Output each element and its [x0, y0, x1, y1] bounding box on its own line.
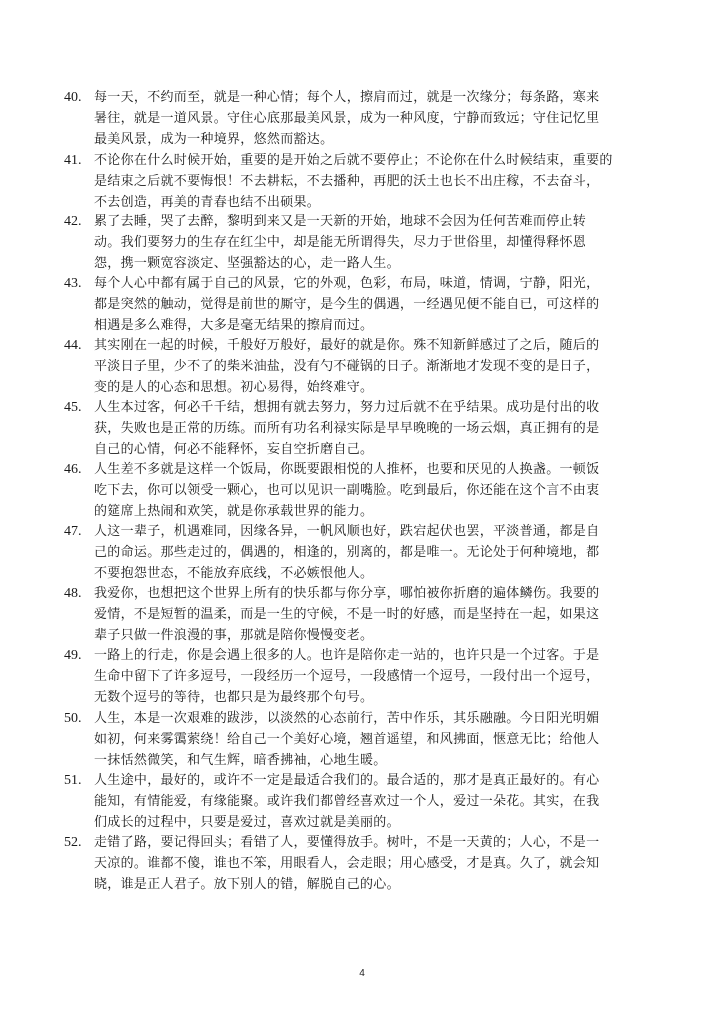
item-text: 人这一辈子，机遇难同，因缘各异，一帆风顺也好，跌宕起伏也罢，平淡普通，都是自 己的命运。那些走过的，偶遇的，相逢的，别离的，都是唯一。无论处于何种境地，都 不要抱怨世态，不能放弃底线，不必嫉恨他人。 [94, 524, 600, 581]
item-text: 人生本过客，何必千千结，想拥有就去努力，努力过后就不在乎结果。成功是付出的收 获，失败也是正常的历练。而所有功名利禄实际是早早晚晚的一场云烟，真正拥有的是 自己的心情，何必不能释怀，妄自空折磨自己。 [94, 400, 600, 457]
item-number: 50. [64, 711, 82, 726]
item-text: 每一天，不约而至，就是一种心情；每个人，擦肩而过，就是一次缘分；每条路，寒来 暑往，就是一道风景。守住心底那最美风景，成为一种风度，宁静而致远；守住记忆里 最美风景，成为一种境界，悠然而豁达。 [94, 90, 600, 147]
list-item [64, 521, 664, 584]
item-number: 51. [64, 773, 82, 788]
item-number: 40. [64, 90, 82, 105]
item-text: 累了去睡，哭了去醉，黎明到来又是一天新的开始，地球不会因为任何苦难而停止转 动。我们要努力的生存在红尘中，却是能无所谓得失，尽力于世俗里，却懂得释怀恩 怨，携一颗宽容淡定、坚强豁达的心，走一路人生。 [94, 214, 587, 271]
item-text: 每个人心中都有属于自己的风景，它的外观，色彩，布局，味道，情调，宁静，阳光， 都是突然的触动，觉得是前世的厮守，是今生的偶遇，一经遇见便不能自已，可这样的 相遇是多么难得，大多是毫无结果的擦肩而过。 [94, 276, 600, 333]
list-item [64, 273, 664, 336]
list-item [64, 459, 664, 522]
item-number: 45. [64, 400, 82, 415]
item-number: 48. [64, 586, 82, 601]
page-number: 4 [359, 968, 365, 979]
item-number: 52. [64, 835, 82, 850]
list-item [64, 645, 664, 708]
item-number: 49. [64, 648, 82, 663]
list-item [64, 211, 664, 274]
list-item [64, 583, 664, 646]
item-text: 走错了路，要记得回头；看错了人，要懂得放手。树叶，不是一天黄的；人心，不是一 天凉的。谁都不傻，谁也不笨，用眼看人，会走眼；用心感受，才是真。久了，就会知 晓，谁是正人君子。放下别人的错，解脱自己的心。 [94, 835, 600, 892]
item-text: 人生途中，最好的，或许不一定是最适合我们的。最合适的，那才是真正最好的。有心 能知，有情能爱，有缘能聚。或许我们都曾经喜欢过一个人，爱过一朵花。其实，在我 们成长的过程中，只要是爱过，喜欢过就是美丽的。 [94, 773, 600, 830]
item-text: 其实刚在一起的时候，千般好万般好，最好的就是你。殊不知新鲜感过了之后，随后的 平淡日子里，少不了的柴米油盐，没有勺不碰锅的日子。渐渐地才发现不变的是日子， 变的是人的心态和思想。初心易得，始终难守。 [94, 338, 600, 395]
item-number: 42. [64, 214, 82, 229]
list-item [64, 832, 664, 895]
list-item [64, 397, 664, 460]
list-item [64, 87, 664, 150]
item-number: 41. [64, 153, 82, 168]
item-text: 一路上的行走，你是会遇上很多的人。也许是陪你走一站的，也许只是一个过客。于是 生命中留下了许多逗号，一段经历一个逗号，一段感情一个逗号，一段付出一个逗号， 无数个逗号的等待，也都只是为最终那个句号。 [94, 648, 600, 705]
item-number: 46. [64, 462, 82, 477]
item-text: 人生，本是一次艰难的跋涉，以淡然的心态前行，苦中作乐，其乐融融。今日阳光明媚 如初，何来雾霭萦绕！给自己一个美好心境，翘首遥望，和风拂面，惬意无比；给他人 一抹恬然微笑，和气生辉，暗香拂袖，心地生暖。 [94, 711, 600, 768]
list-item [64, 150, 664, 213]
list-item [64, 708, 664, 771]
item-number: 43. [64, 276, 82, 291]
list-item [64, 770, 664, 833]
item-text: 人生差不多就是这样一个饭局，你既要跟相悦的人推杯，也要和厌见的人换盏。一顿饭 吃下去，你可以领受一颗心，也可以见识一副嘴脸。吃到最后，你还能在这个言不由衷 的筵席上热闹和欢笑，就是你承载世界的能力。 [94, 462, 600, 519]
item-text: 我爱你，也想把这个世界上所有的快乐都与你分享，哪怕被你折磨的遍体鳞伤。我要的 爱情，不是短暂的温柔，而是一生的守候，不是一时的好感，而是坚持在一起，如果这 辈子只做一件浪漫的事，那就是陪你慢慢变老。 [94, 586, 600, 643]
list-item [64, 335, 664, 398]
item-number: 44. [64, 338, 82, 353]
item-text: 不论你在什么时候开始，重要的是开始之后就不要停止；不论你在什么时候结束，重要的 是结束之后就不要悔恨！不去耕耘，不去播种，再肥的沃土也长不出庄稼，不去奋斗， 不去创造，再美的青春也结不出硕果。 [94, 153, 613, 210]
item-number: 47. [64, 524, 82, 539]
